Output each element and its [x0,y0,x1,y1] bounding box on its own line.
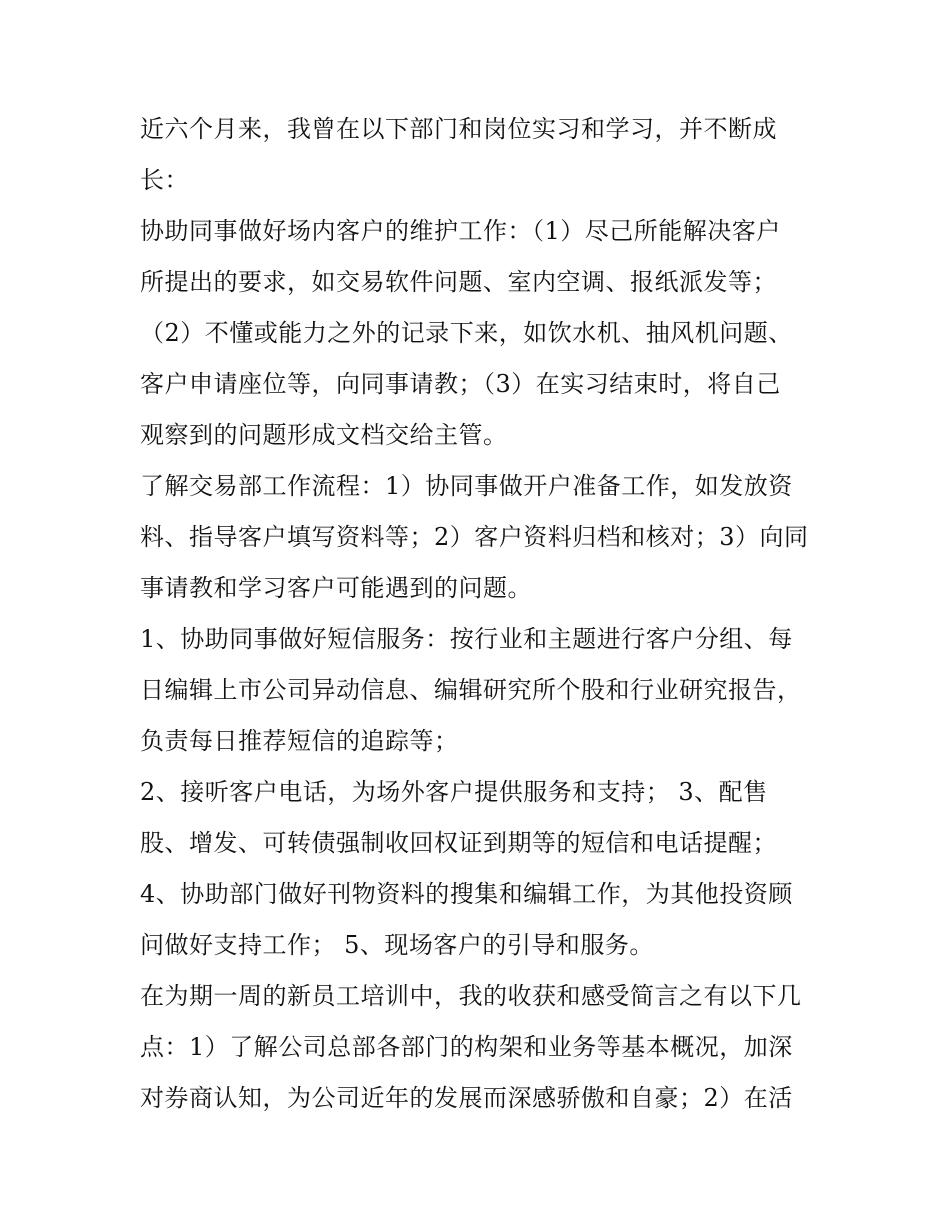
text-line: 1、协助同事做好短信服务：按行业和主题进行客户分组、每 [140,625,793,653]
text-line: 事请教和学习客户可能遇到的问题。 [140,574,532,602]
text-line: 日编辑上市公司异动信息、编辑研究所个股和行业研究报告， [140,676,802,704]
text-line: 对券商认知，为公司近年的发展而深感骄傲和自豪；2）在活 [140,1084,793,1112]
text-line: 近六个月来，我曾在以下部门和岗位实习和学习，并不断成 [140,115,777,143]
text-line: 2、接听客户电话，为场外客户提供服务和支持； 3、配售 [140,778,768,806]
text-line: 4、协助部门做好刊物资料的搜集和编辑工作，为其他投资顾 [140,880,793,908]
text-line: 客户申请座位等，向同事请教；（3）在实习结束时，将自己 [140,370,781,398]
text-line: 协助同事做好场内客户的维护工作：（1）尽己所能解决客户 [140,217,781,245]
text-line: 点：1）了解公司总部各部门的构架和业务等基本概况，加深 [140,1033,793,1061]
text-line: 问做好支持工作； 5、现场客户的引导和服务。 [140,931,654,959]
text-line: 了解交易部工作流程：1）协同事做开户准备工作，如发放资 [140,472,793,500]
document-body [140,104,820,1124]
text-line: 长： [140,166,189,194]
text-line: 在为期一周的新员工培训中，我的收获和感受简言之有以下几 [140,982,802,1010]
text-line: 所提出的要求，如交易软件问题、室内空调、报纸派发等； [140,268,777,296]
text-line: 观察到的问题形成文档交给主管。 [140,421,508,449]
text-line: 负责每日推荐短信的追踪等； [140,727,459,755]
text-line: 料、指导客户填写资料等；2）客户资料归档和核对；3）向同 [140,523,809,551]
text-line: （2）不懂或能力之外的记录下来，如饮水机、抽风机问题、 [140,319,793,347]
text-line: 股、增发、可转债强制收回权证到期等的短信和电话提醒； [140,829,777,857]
